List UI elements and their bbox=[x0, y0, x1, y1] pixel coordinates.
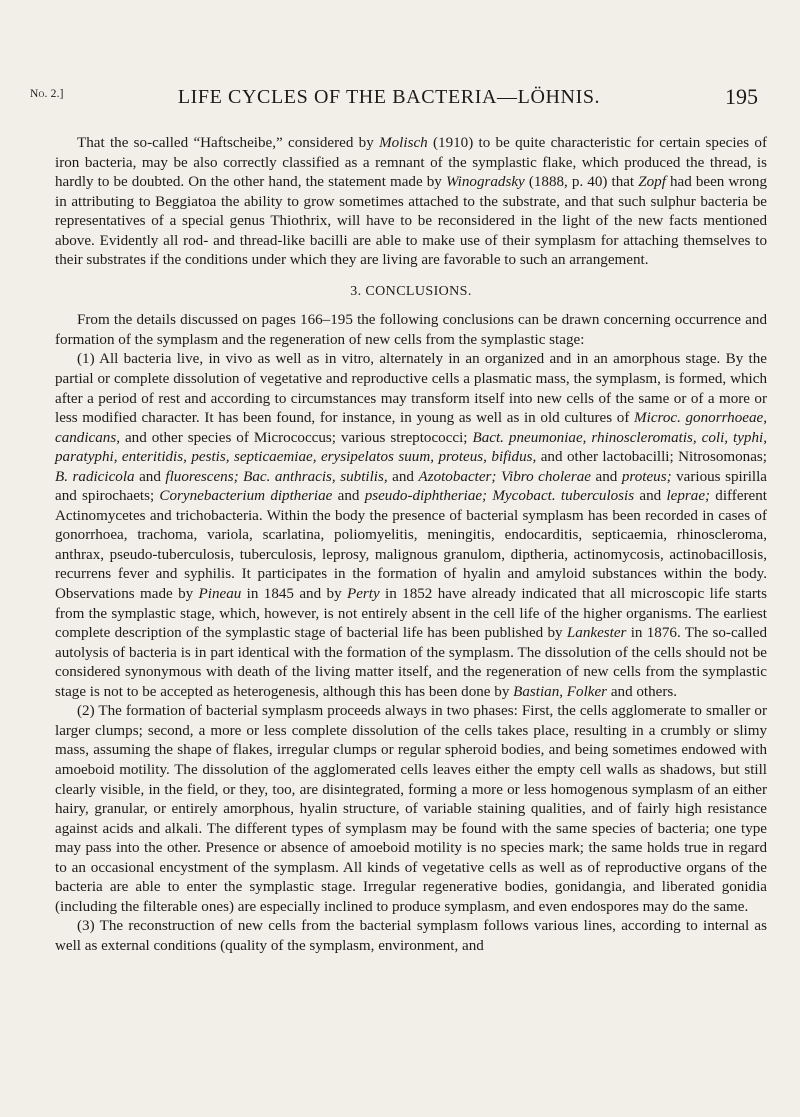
body-text bbox=[55, 134, 767, 956]
species-name: proteus; bbox=[621, 468, 672, 485]
author-name: Lankester bbox=[566, 625, 627, 642]
text-span: (1888, p. 40) that bbox=[524, 174, 639, 191]
author-name: Zopf bbox=[638, 174, 666, 191]
paragraph-conclusion-3: (3) The reconstruction of new cells from the bacterial symplasm follows various lines, according to internal as well as external conditions (quality of the symplasm, environment, and bbox=[55, 918, 767, 954]
text-span: and bbox=[134, 468, 166, 485]
text-span: and other lactobacilli; Nitrosomonas; bbox=[536, 449, 767, 466]
author-name: Molisch bbox=[379, 135, 428, 151]
species-name: Bact. pneumoniae, rhinoscleromatis, coli, typhi, paratyphi, enteritidis, pestis, septicaemiae, erysipelatos suum, proteus, bifidus, bbox=[55, 429, 767, 466]
text-span: different Actinomycetes and trichobacteria. Within the body the presence of bacterial symplasm has been recorded in cases of gonorrhoea, trachoma, variola, scarlatina, poliomyelitis, meningitis, endocarditis, septicaemia, rhinoscleroma, anthrax, pseudo-tuberculosis, tuberculosis, leprosy, malignous granulom, diptheria, actinomycosis, actinobacillosis, recurrens fever and syphilis. It participates in the formation of hyalin and amyloid substances within the body. Observations made by bbox=[55, 488, 767, 603]
species-name: leprae; bbox=[666, 488, 711, 505]
author-name: Winogradsky bbox=[445, 174, 525, 191]
species-name: B. radicicola bbox=[55, 468, 135, 485]
species-name: Azotobacter; Vibro cholerae bbox=[418, 468, 591, 485]
author-name: Pineau bbox=[198, 586, 242, 603]
text-span: and bbox=[387, 468, 419, 485]
text-span: and bbox=[591, 468, 622, 485]
text-span: and bbox=[332, 488, 365, 505]
text-span: in 1845 and by bbox=[241, 586, 347, 603]
author-name: Bastian, Folker bbox=[513, 683, 608, 700]
issue-number: No. 2.] bbox=[30, 88, 64, 100]
text-span: and others. bbox=[607, 683, 678, 700]
running-header bbox=[20, 86, 758, 116]
species-name: Corynebacterium diptheriae bbox=[159, 488, 333, 505]
text-span: various spirilla and spirochaets; bbox=[55, 468, 767, 505]
species-name: pseudo-diphtheriae; Mycobact. tuberculosis bbox=[364, 488, 635, 505]
paragraph-conclusion-1 bbox=[55, 350, 767, 702]
text-span: in 1876. The so-called autolysis of bacteria is in part identical with the formation of the symplasm. The dissolution of the cells should not be considered synonymous with death of the living matter itself, and the regeneration of new cells from the symplastic stage is not to be accepted as heterogenesis, although this has been done by bbox=[55, 625, 767, 700]
text-span: in 1852 have already indicated that all microscopic life starts from the symplastic stage, which, however, is not entirely absent in the cell life of the higher organisms. The earliest complete description of the symplastic stage of bacterial life has been published by bbox=[55, 586, 767, 642]
section-heading: 3. CONCLUSIONS. bbox=[350, 283, 472, 299]
paragraph-haftscheibe bbox=[55, 134, 767, 271]
species-name: Microc. gonorrhoeae, candicans, bbox=[55, 410, 767, 446]
text-span: had been wrong in attributing to Beggiatoa the ability to grow sometimes attached to the substrate, and that such sulphur bacteria be representatives of a special genus Thiothrix, will have to be reconsidered in the light of the new facts mentioned above. Evidently all rod- and thread-like bacilli are able to make use of their symplasm for attaching themselves to their substrates if the conditions under which they are living are favorable to such an arrangement. bbox=[55, 174, 767, 269]
text-span: (1910) to be quite characteristic for certain species of iron bacteria, may be also correctly classified as a remnant of the symplastic flake, which produced the thread, is hardly to be doubted. On the other hand, the statement made by bbox=[55, 135, 767, 191]
text-span: That the so-called “Haftscheibe,” considered by bbox=[77, 135, 380, 151]
text-span: (1) All bacteria live, in vivo as well as in vitro, alternately in an organized and in an amorphous stage. By the partial or complete dissolution of vegetative and reproductive cells a plasmatic mass, the symplasm, is formed, which after a period of rest and according to circumstances may transform itself into new cells of the same or of a more or less modified character. It has been found, for instance, in young as well as in old cultures of bbox=[55, 351, 767, 427]
species-name: fluorescens; Bac. anthracis, subtilis, bbox=[165, 468, 388, 485]
running-title: LIFE CYCLES OF THE BACTERIA—LÖHNIS. bbox=[177, 86, 601, 108]
paragraph-intro: From the details discussed on pages 166–195 the following conclusions can be drawn concerning occurrence and formation of the symplasm and the regeneration of new cells from the symplastic stage: bbox=[55, 312, 767, 348]
author-name: Perty bbox=[346, 586, 380, 603]
page-number: 195 bbox=[725, 84, 758, 109]
text-span: and other species of Micrococcus; various streptococci; bbox=[119, 429, 473, 446]
text-span: and bbox=[634, 488, 667, 505]
paragraph-conclusion-2: (2) The formation of bacterial symplasm proceeds always in two phases: First, the cells agglomerate to smaller or larger clumps; second, a more or less complete dissolution of the cells takes place, resulting in a crumbly or slimy mass, assuming the shape of flakes, irregular clumps or regular spheroid bodies, and being sometimes endowed with amoeboid motility. The dissolution of the agglomerated cells leaves either the empty cell walls as shadows, but still clearly visible, in the field, or they, too, are disintegrated, forming a more or less homogenous symplasm of an either hairy, granular, or entirely amorphous, hyalin structure, of variable staining qualities, and of fairly high resistance against acids and alkali. The different types of symplasm may be found with the same species of bacteria; one type may pass into the other. Presence or absence of amoeboid motility is no species mark; the same holds true in regard to an occasional encystment of the symplasm. All kinds of vegetative cells as well as of reproductive organs of the bacteria are able to enter the symplastic stage. Irregular regenerative bodies, gonidangia, and liberated gonidia (including the filterable ones) are especially inclined to produce symplasm, and even endospores may do the same. bbox=[55, 703, 767, 915]
